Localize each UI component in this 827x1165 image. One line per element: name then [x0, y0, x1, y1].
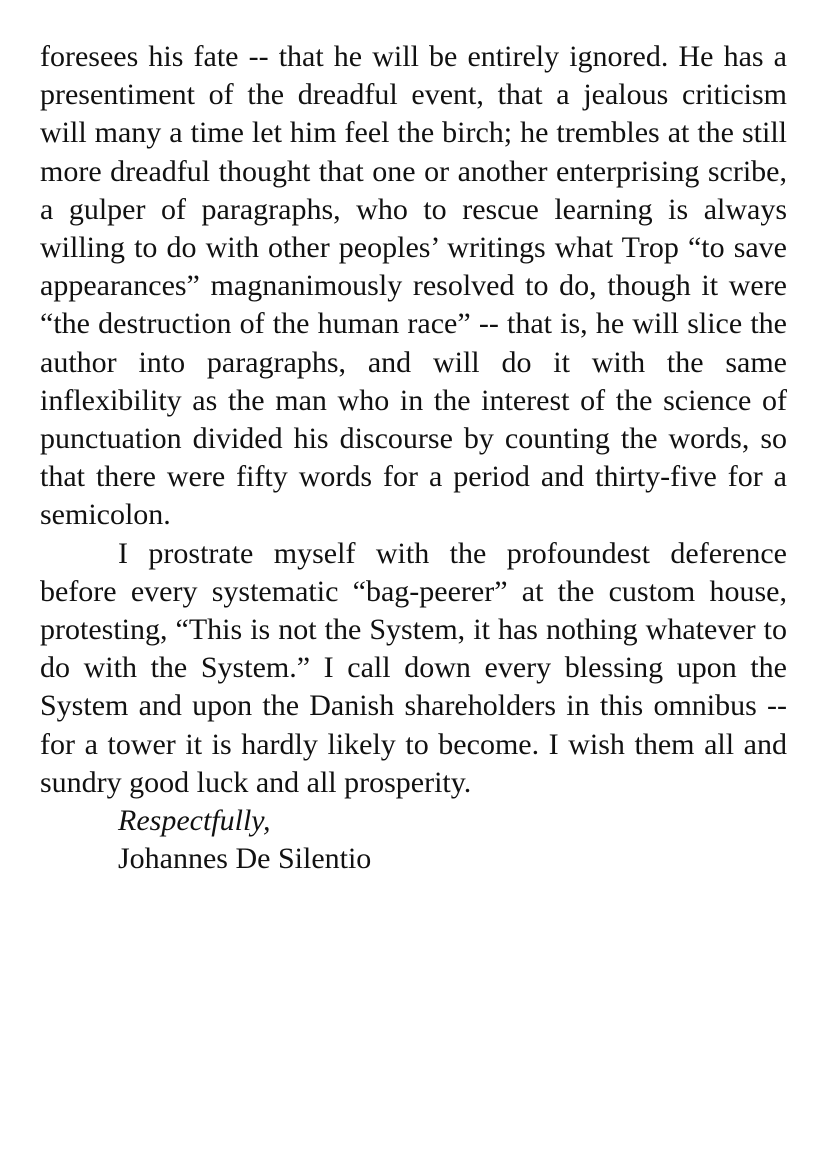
- signature: Johannes De Silentio: [118, 842, 372, 876]
- closing-line: [40, 802, 787, 840]
- closing-text: Respectfully,: [118, 804, 271, 838]
- paragraph-deference: I prostrate myself with the profoundest deference before every systematic “bag-peerer” at the custom house, protesting, “This is not the System, it has nothing whatever to do with the System.” I call down every blessing upon the System and upon the Danish shareholders in this omnibus -- for a tower it is hardly likely to become. I wish them all and sundry good luck and all prosperity.: [40, 536, 787, 799]
- document-page: [40, 38, 787, 878]
- paragraph-continued: foresees his fate -- that he will be entirely ignored. He has a presentiment of the dreadful event, that a jealous criticism will many a time let him feel the birch; he trembles at the still more dreadful thought that one or another enterprising scribe, a gulper of paragraphs, who to rescue learning is always willing to do with other peoples’ writings what Trop “to save appearances” magnanimously resolved to do, though it were “the destruction of the human race” -- that is, he will slice the author into paragraphs, and will do it with the same inflexibility as the man who in the interest of the science of punctuation divided his discourse by counting the words, so that there were fifty words for a period and thirty-five for a semicolon.: [40, 40, 787, 532]
